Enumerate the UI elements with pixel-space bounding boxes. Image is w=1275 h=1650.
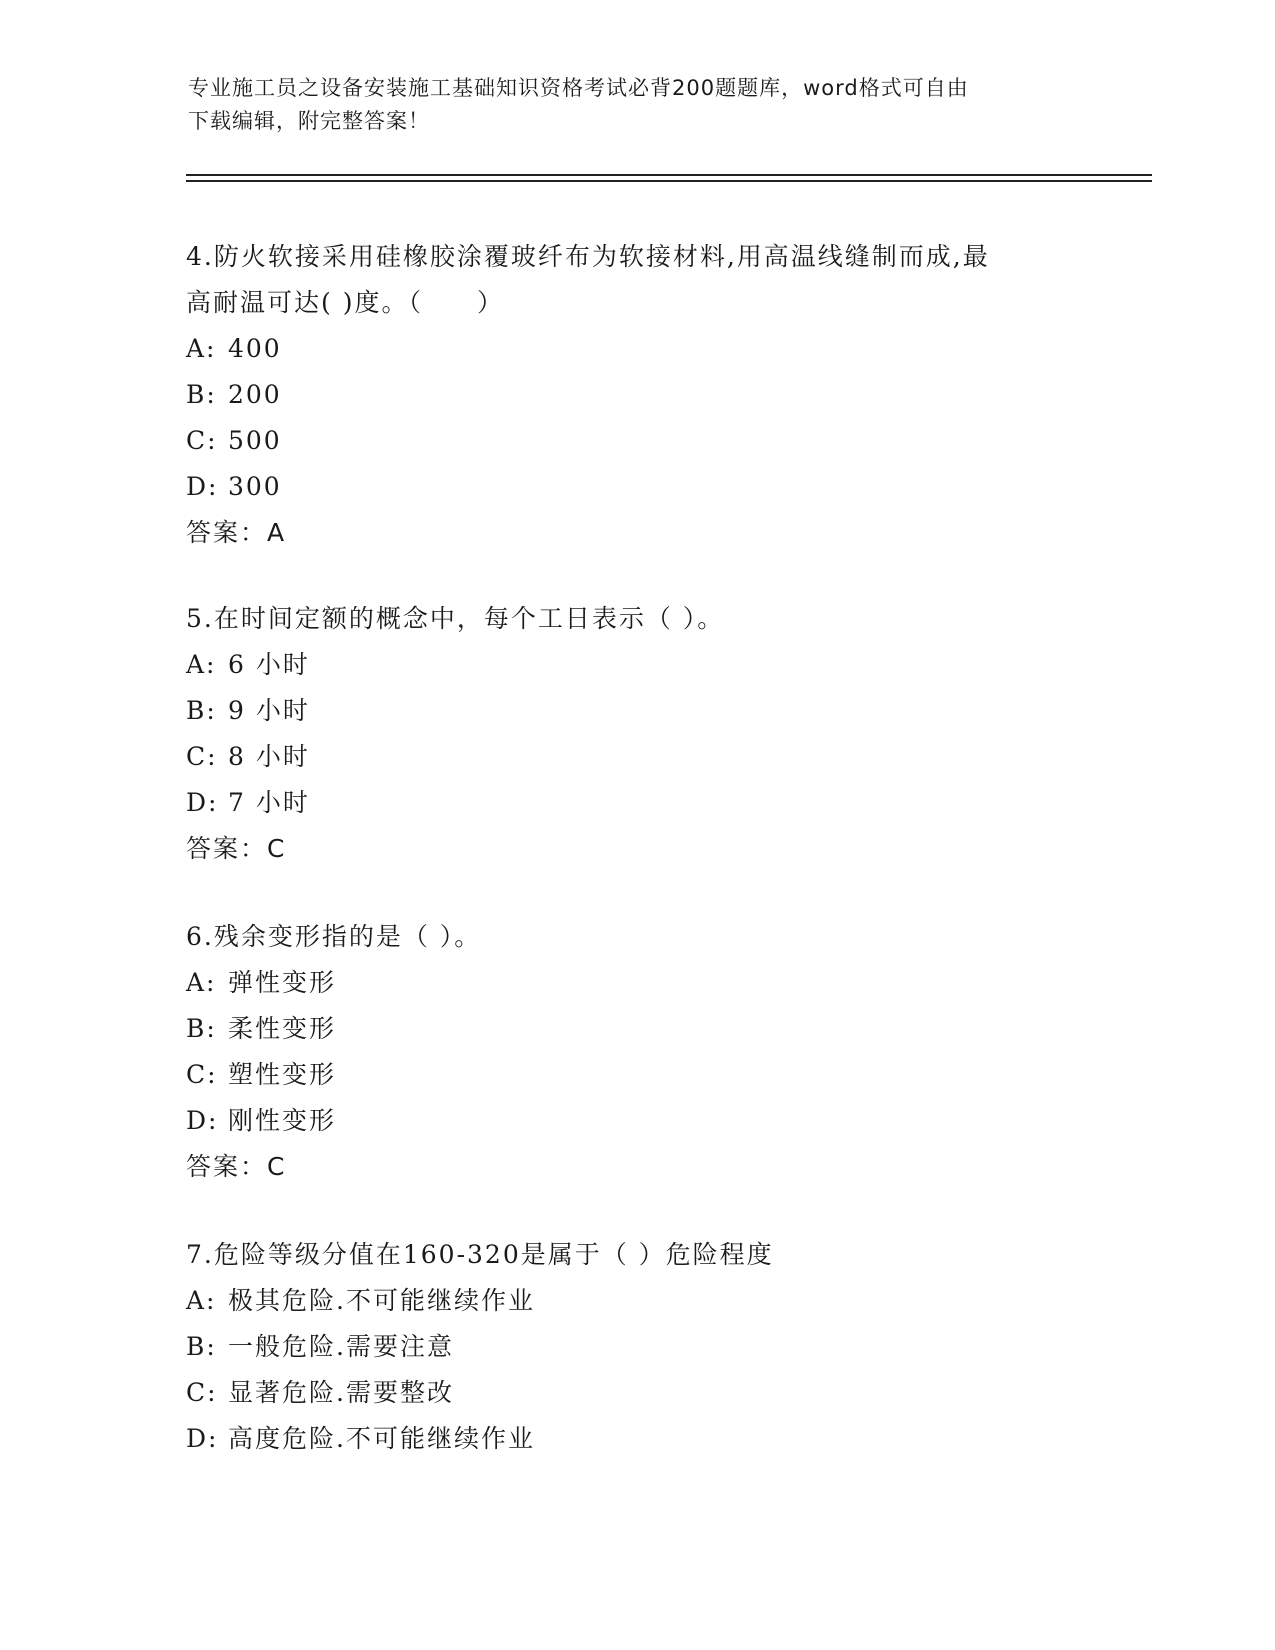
option-text: 200 <box>228 380 282 409</box>
question-7 <box>186 1232 1066 1462</box>
option-text: 400 <box>228 334 282 363</box>
question-stem: 7.危险等级分值在160-320是属于（ ）危险程度 <box>186 1240 774 1269</box>
option-d <box>186 780 1066 826</box>
question-stem: 4.防火软接采用硅橡胶涂覆玻纤布为软接材料,用高温线缝制而成,最 <box>186 242 990 271</box>
option-b <box>186 688 1066 734</box>
option-text: 一般危险.需要注意 <box>228 1332 454 1361</box>
option-c <box>186 734 1066 780</box>
option-a <box>186 960 1066 1006</box>
header-divider-bottom <box>186 180 1152 182</box>
answer-line: 答案：A <box>186 518 287 547</box>
option-a <box>186 1278 1066 1324</box>
option-text: 高度危险.不可能继续作业 <box>228 1424 535 1453</box>
option-letter: A: <box>186 334 217 363</box>
option-letter: C: <box>186 1378 218 1407</box>
option-c <box>186 418 1066 464</box>
question-4 <box>186 234 1066 556</box>
option-letter: B: <box>186 696 217 725</box>
option-text: 刚性变形 <box>228 1106 337 1135</box>
document-header <box>188 72 1068 138</box>
question-stem: 6.残余变形指的是（ ）。 <box>186 922 482 951</box>
option-text: 500 <box>228 426 282 455</box>
header-line-2: 下载编辑，附完整答案！ <box>188 109 430 133</box>
option-c <box>186 1052 1066 1098</box>
question-6 <box>186 914 1066 1190</box>
option-c <box>186 1370 1066 1416</box>
option-letter: A: <box>186 1286 217 1315</box>
option-letter: D: <box>186 788 219 817</box>
option-d <box>186 1416 1066 1462</box>
option-letter: C: <box>186 1060 218 1089</box>
option-letter: D: <box>186 1106 219 1135</box>
option-d <box>186 1098 1066 1144</box>
option-text: 柔性变形 <box>228 1014 337 1043</box>
option-text: 塑性变形 <box>228 1060 337 1089</box>
header-line-1: 专业施工员之设备安装施工基础知识资格考试必背200题题库，word格式可自由 <box>188 76 969 100</box>
option-letter: A: <box>186 968 217 997</box>
option-letter: D: <box>186 472 219 501</box>
option-text: 6 小时 <box>228 650 310 679</box>
option-letter: C: <box>186 426 218 455</box>
option-text: 9 小时 <box>228 696 310 725</box>
option-text: 300 <box>228 472 282 501</box>
option-text: 8 小时 <box>228 742 310 771</box>
question-5 <box>186 596 1066 872</box>
option-b <box>186 1324 1066 1370</box>
option-text: 极其危险.不可能继续作业 <box>228 1286 535 1315</box>
option-b <box>186 372 1066 418</box>
option-letter: D: <box>186 1424 219 1453</box>
option-letter: C: <box>186 742 218 771</box>
option-letter: A: <box>186 650 217 679</box>
option-b <box>186 1006 1066 1052</box>
answer-line: 答案：C <box>186 834 287 863</box>
option-letter: B: <box>186 1014 217 1043</box>
option-text: 7 小时 <box>228 788 310 817</box>
header-divider-top <box>186 174 1152 176</box>
option-a <box>186 642 1066 688</box>
option-letter: B: <box>186 1332 217 1361</box>
answer-line: 答案：C <box>186 1152 287 1181</box>
option-text: 弹性变形 <box>228 968 337 997</box>
question-stem-continued: 高耐温可达( )度。（ ） <box>186 288 504 317</box>
question-stem: 5.在时间定额的概念中，每个工日表示（ ）。 <box>186 604 725 633</box>
option-letter: B: <box>186 380 217 409</box>
option-a <box>186 326 1066 372</box>
option-text: 显著危险.需要整改 <box>228 1378 454 1407</box>
option-d <box>186 464 1066 510</box>
